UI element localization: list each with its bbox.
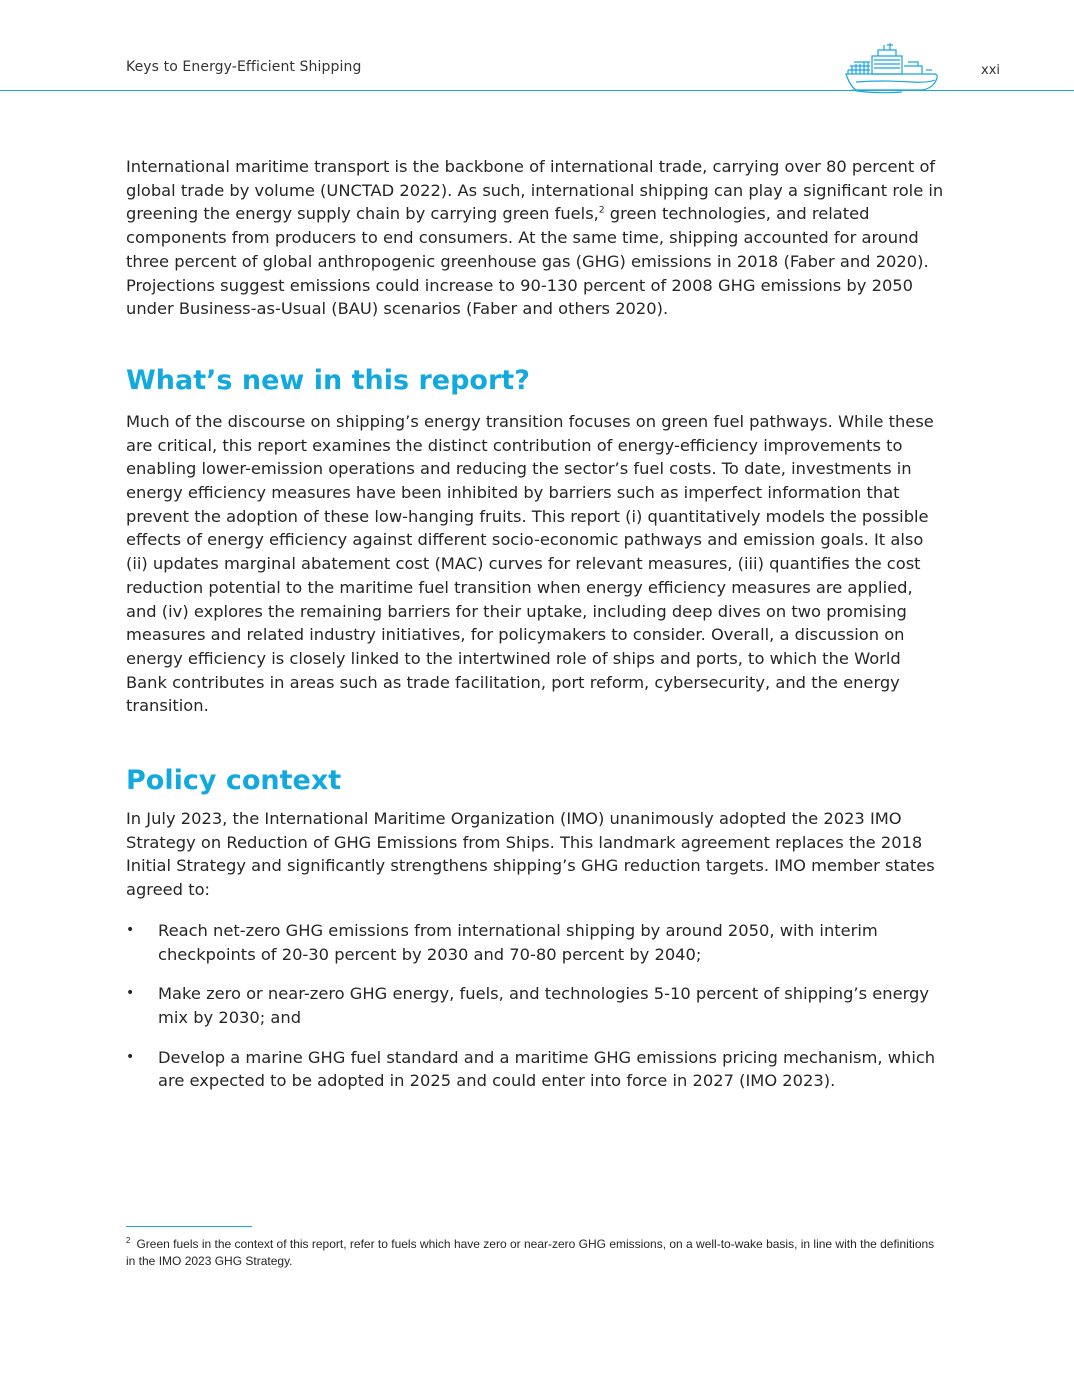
whats-new-paragraph: Much of the discourse on shipping’s energy transition focuses on green fuel pathways. While these are critical, this report examines the distinct contribution of energy-efficiency improvements to enabling lower-emission operations and reducing the sector’s fuel costs. To date, investments in energy efficiency measures have been inhibited by barriers such as imperfect information that prevent the adoption of these low-hanging fruits. This report (i) quantitatively models the possible effects of energy efficiency against different socio-economic pathways and emission goals. It also (ii) updates marginal abatement cost (MAC) curves for relevant measures, (iii) quantifies the cost reduction potential to the maritime fuel transition when energy efficiency measures are applied, and (iv) explores the remaining barriers for their uptake, including deep dives on two promising measures and related industry initiatives, for policymakers to consider. Overall, a discussion on energy efficiency is closely linked to the intertwined role of ships and ports, to which the World Bank contributes in areas such as trade facilitation, port reform, cybersecurity, and the energy transition. [126, 411, 934, 716]
list-item: • Reach net-zero GHG emissions from international shipping by around 2050, with interim checkpoints of 20-30 percent by 2030 and 70-80 percent by 2040; [126, 919, 946, 966]
list-item: • Develop a marine GHG fuel standard and a maritime GHG emissions pricing mechanism, which are expected to be adopted in 2025 and could enter into force in 2027 (IMO 2023). [126, 1046, 946, 1093]
header-divider [0, 90, 1074, 91]
footnote-divider [126, 1226, 252, 1227]
list-item: • Make zero or near-zero GHG energy, fuels, and technologies 5-10 percent of shipping’s energy mix by 2030; and [126, 982, 946, 1029]
page-number: xxi [981, 63, 1000, 78]
running-header-title: Keys to Energy-Efficient Shipping [126, 59, 362, 75]
footnote [126, 1232, 941, 1270]
footnote-number: 2 [126, 1236, 131, 1245]
footnote-text: Green fuels in the context of this report, refer to fuels which have zero or near-zero GHG emissions, on a well-to-wake basis, in line with the definitions in the IMO 2023 GHG Strategy. [126, 1237, 935, 1268]
intro-text-part1: International maritime transport is the backbone of international trade, carrying over 80 percent of global trade by volume (UNCTAD 2022). As such, international shipping can play a significant role in greening the energy supply chain by carrying green fuels, [126, 157, 944, 224]
footnote-reference[interactable]: 2 [598, 205, 605, 216]
intro-paragraph [126, 155, 946, 321]
intro-text-part2: green technologies, and related components from producers to end consumers. At the same time, shipping accounted for around three percent of global anthropogenic greenhouse gas (GHG) emissions in 2018 (Faber and 2020). Projections suggest emissions could increase to 90-130 percent of 2008 GHG emissions by 2050 under Business-as-Usual (BAU) scenarios (Faber and others 2020). [126, 204, 929, 319]
main-content [126, 155, 946, 1109]
ship-icon [842, 42, 942, 94]
policy-context-paragraph: In July 2023, the International Maritime Organization (IMO) unanimously adopted the 2023 IMO Strategy on Reduction of GHG Emissions from Ships. This landmark agreement replaces the 2018 Initial Strategy and significantly strengthens shipping’s GHG reduction targets. IMO member states agreed to: [126, 809, 935, 900]
section-heading-whats-new: What’s new in this report? [126, 364, 530, 396]
imo-targets-list [126, 919, 946, 1093]
section-heading-policy-context: Policy context [126, 765, 342, 797]
